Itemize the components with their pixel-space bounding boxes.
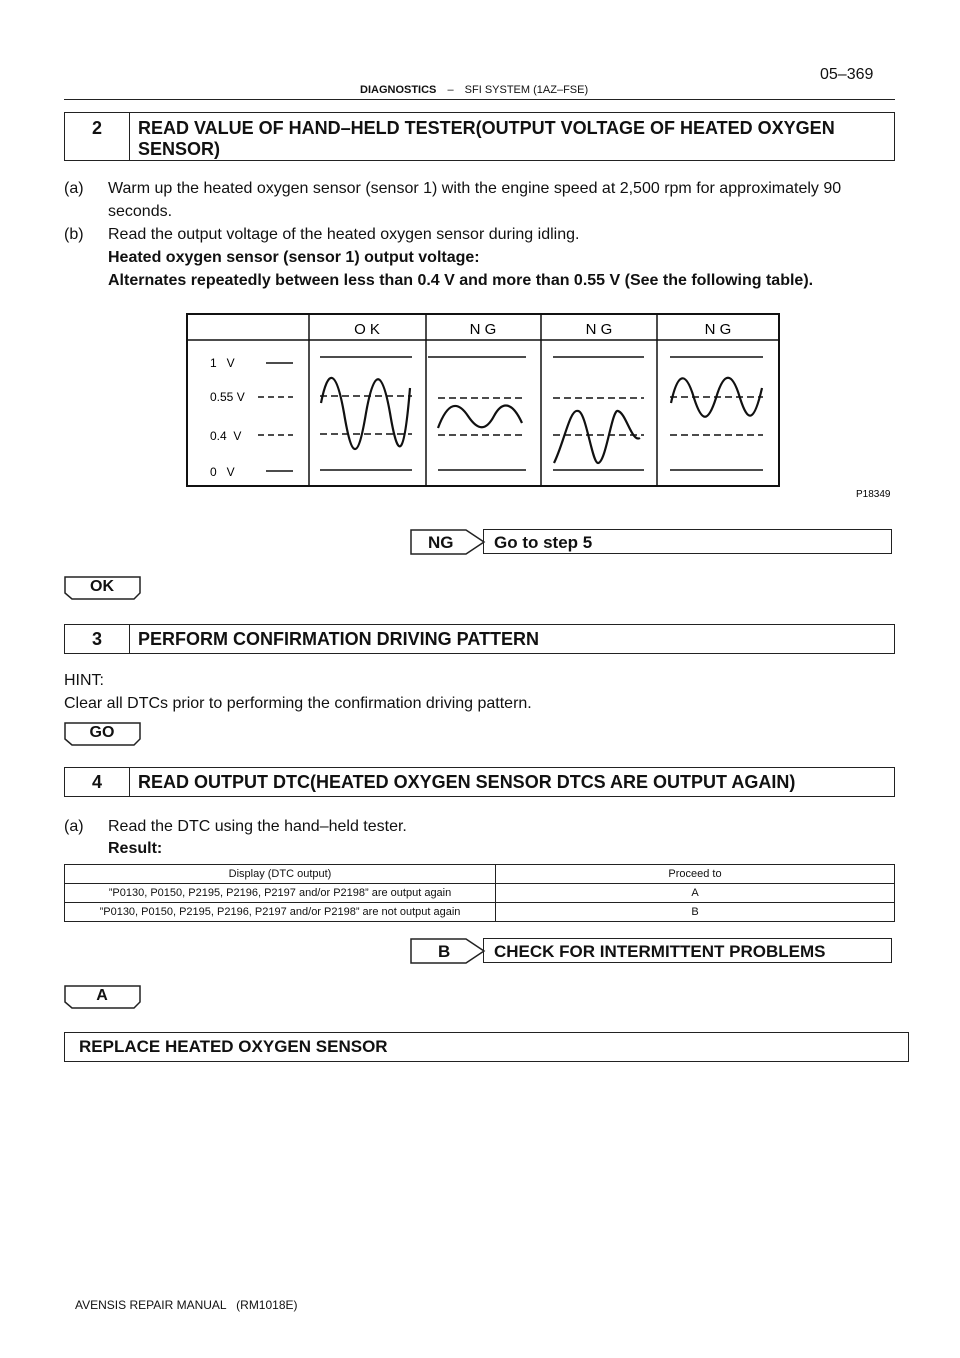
table-header-row [65,865,895,884]
ng-branch-row [0,529,960,555]
go-tab [64,722,142,746]
table-cell-proceed: A [496,884,895,903]
footer-manual-id: AVENSIS REPAIR MANUAL (RM1018E) [75,1298,298,1312]
header-subsystem: SFI SYSTEM (1AZ–FSE) [464,84,589,96]
voltage-label-04v: 0.4 V [210,429,242,443]
a-tab-label: A [96,987,108,1004]
table-header-display: Display (DTC output) [65,865,496,884]
voltage-label-055v: 0.55 V [210,390,245,404]
ok-tab [64,576,142,600]
result-table [64,864,895,922]
step-2-box [64,112,895,161]
voltage-label-0v: 0 V [210,465,235,479]
col-ok-header: O K [354,321,380,338]
step-4-item-a-text: Read the DTC using the hand–held tester. [108,818,407,835]
b-branch-row [0,938,960,964]
step-3-number: 3 [65,625,130,653]
spec-title: Heated oxygen sensor (sensor 1) output voltage: [108,249,480,266]
header-separator: – [447,84,454,96]
step-2-title: READ VALUE OF HAND–HELD TESTER(OUTPUT VOLTAGE OF HEATED OXYGEN SENSOR) [138,118,835,159]
step-2-item-b-label: (b) [64,226,84,243]
col-ng3-header: N G [704,321,732,338]
table-row [65,903,895,922]
table-header-proceed: Proceed to [496,865,895,884]
go-tab-label: GO [89,724,115,741]
figure-id: P18349 [856,489,891,500]
table-cell-display: ”P0130, P0150, P2195, P2196, P2197 and/or P2198” are output again [65,884,496,903]
ng-destination: Go to step 5 [483,529,892,554]
step-4-number: 4 [65,768,130,796]
b-destination: CHECK FOR INTERMITTENT PROBLEMS [483,938,892,963]
hint-label: HINT: [64,672,104,689]
step-4-item-a-label: (a) [64,818,84,835]
step-3-box [64,624,895,654]
a-tab [64,985,142,1009]
header-section-name: DIAGNOSTICS [360,84,437,96]
step-4-title: READ OUTPUT DTC(HEATED OXYGEN SENSOR DTCS ARE OUTPUT AGAIN) [138,772,796,792]
table-cell-display: ”P0130, P0150, P2195, P2196, P2197 and/or P2198” are not output again [65,903,496,922]
table-row [65,884,895,903]
final-action-box: REPLACE HEATED OXYGEN SENSOR [64,1032,909,1062]
spec-text: Alternates repeatedly between less than 0.4 V and more than 0.55 V (See the following table). [108,272,814,289]
header-section [360,84,588,96]
ok-tab-label: OK [90,578,114,595]
page-number: 05–369 [820,66,874,83]
col-ng1-header: N G [469,321,497,338]
step-4-box [64,767,895,797]
b-label: B [438,942,451,961]
voltage-label-1v: 1 V [210,356,235,370]
step-2-item-a-label: (a) [64,180,84,197]
step-2-item-b-text: Read the output voltage of the heated oxygen sensor during idling. [108,226,580,243]
col-ng2-header: N G [585,321,613,338]
ng2-waveform [554,411,640,463]
ng-label: NG [428,533,454,552]
ok-waveform [321,378,410,449]
voltage-waveform-figure [186,313,901,503]
header-rule [64,99,895,100]
result-label: Result: [108,840,163,857]
hint-text: Clear all DTCs prior to performing the confirmation driving pattern. [64,695,532,712]
ng1-waveform [438,406,522,428]
step-2-number: 2 [65,113,130,160]
step-3-title: PERFORM CONFIRMATION DRIVING PATTERN [138,629,539,649]
step-2-item-a-text: Warm up the heated oxygen sensor (sensor 1) with the engine speed at 2,500 rpm for approximately 90 seconds. [108,180,842,220]
table-cell-proceed: B [496,903,895,922]
